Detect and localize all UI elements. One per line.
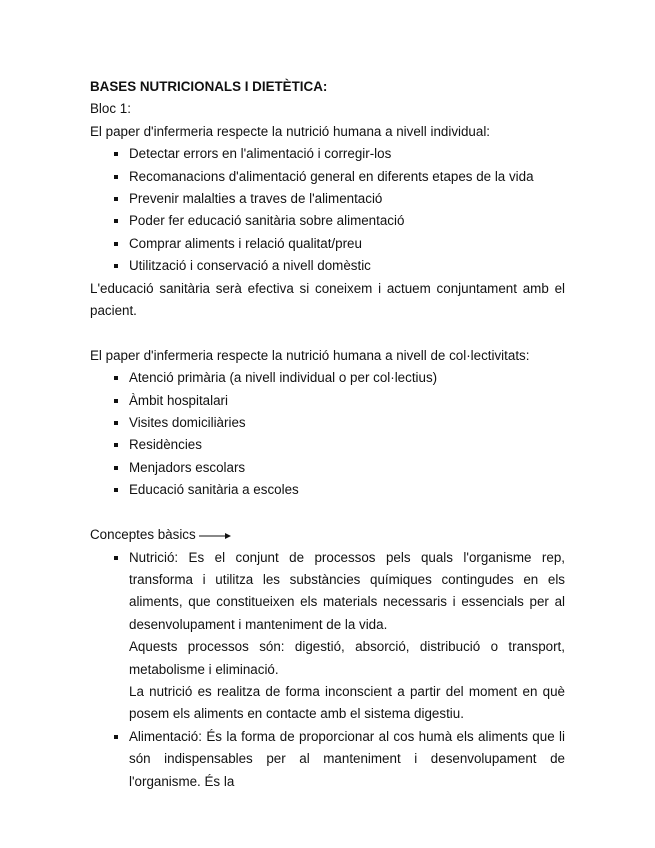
square-bullet-icon xyxy=(114,443,118,447)
section1-intro: El paper d'infermeria respecte la nutrició humana a nivell individual: xyxy=(90,123,491,139)
list-item xyxy=(90,726,565,793)
concepts-heading: Conceptes bàsics xyxy=(90,524,565,546)
list-item: Residències xyxy=(90,434,565,456)
square-bullet-icon xyxy=(114,421,118,425)
square-bullet-icon xyxy=(114,376,118,380)
document-title: BASES NUTRICIONALS I DIETÈTICA: xyxy=(90,79,328,94)
section1-note: L'educació sanitària serà efectiva si coneixem i actuem conjuntament amb el pacient. xyxy=(90,280,565,319)
list-item: Detectar errors en l'alimentació i corregir-los xyxy=(90,143,565,165)
square-bullet-icon xyxy=(114,466,118,470)
block-label: Bloc 1: xyxy=(90,101,131,117)
spacer xyxy=(90,322,565,344)
document-content xyxy=(90,76,565,793)
list-item: Educació sanitària a escoles xyxy=(90,479,565,501)
list-item: Poder fer educació sanitària sobre alimentació xyxy=(90,210,565,232)
concept-paragraph: Aquests processos són: digestió, absorció, distribució o transport, metabolisme i eliminació. xyxy=(129,639,565,677)
square-bullet-icon xyxy=(114,175,118,179)
spacer xyxy=(90,502,565,524)
right-arrow-icon xyxy=(199,532,231,540)
square-bullet-icon xyxy=(114,242,118,246)
concepts-list xyxy=(90,547,565,793)
list-item: Àmbit hospitalari xyxy=(90,390,565,412)
list-item: Atenció primària (a nivell individual o per col·lectius) xyxy=(90,367,565,389)
list-item: Visites domiciliàries xyxy=(90,412,565,434)
square-bullet-icon xyxy=(114,488,118,492)
section2-list xyxy=(90,367,565,501)
section2-intro: El paper d'infermeria respecte la nutrició humana a nivell de col·lectivitats: xyxy=(90,347,530,363)
concept-paragraph: Nutrició: Es el conjunt de processos pels quals l'organisme rep, transforma i utilitza les substàncies químiques contingudes en els aliments, que constitueixen els materials necessaris i essencials per al desenvolupament i manteniment de la vida. xyxy=(129,549,565,632)
square-bullet-icon xyxy=(114,556,118,560)
square-bullet-icon xyxy=(114,152,118,156)
square-bullet-icon xyxy=(114,197,118,201)
list-item: Menjadors escolars xyxy=(90,457,565,479)
square-bullet-icon xyxy=(114,264,118,268)
list-item: Utilització i conservació a nivell domèstic xyxy=(90,255,565,277)
section1-list xyxy=(90,143,565,277)
square-bullet-icon xyxy=(114,735,118,739)
list-item: Prevenir malalties a traves de l'alimentació xyxy=(90,188,565,210)
square-bullet-icon xyxy=(114,219,118,223)
concept-paragraph: La nutrició es realitza de forma inconscient a partir del moment en què posem els aliments en contacte amb el sistema digestiu. xyxy=(129,683,565,722)
list-item: Comprar aliments i relació qualitat/preu xyxy=(90,233,565,255)
list-item xyxy=(90,547,565,726)
square-bullet-icon xyxy=(114,399,118,403)
list-item: Recomanacions d'alimentació general en diferents etapes de la vida xyxy=(90,166,565,188)
concept-paragraph: Alimentació: És la forma de proporcionar al cos humà els aliments que li són indispensables per al manteniment i desenvolupament de l'organisme. És la xyxy=(129,728,565,789)
